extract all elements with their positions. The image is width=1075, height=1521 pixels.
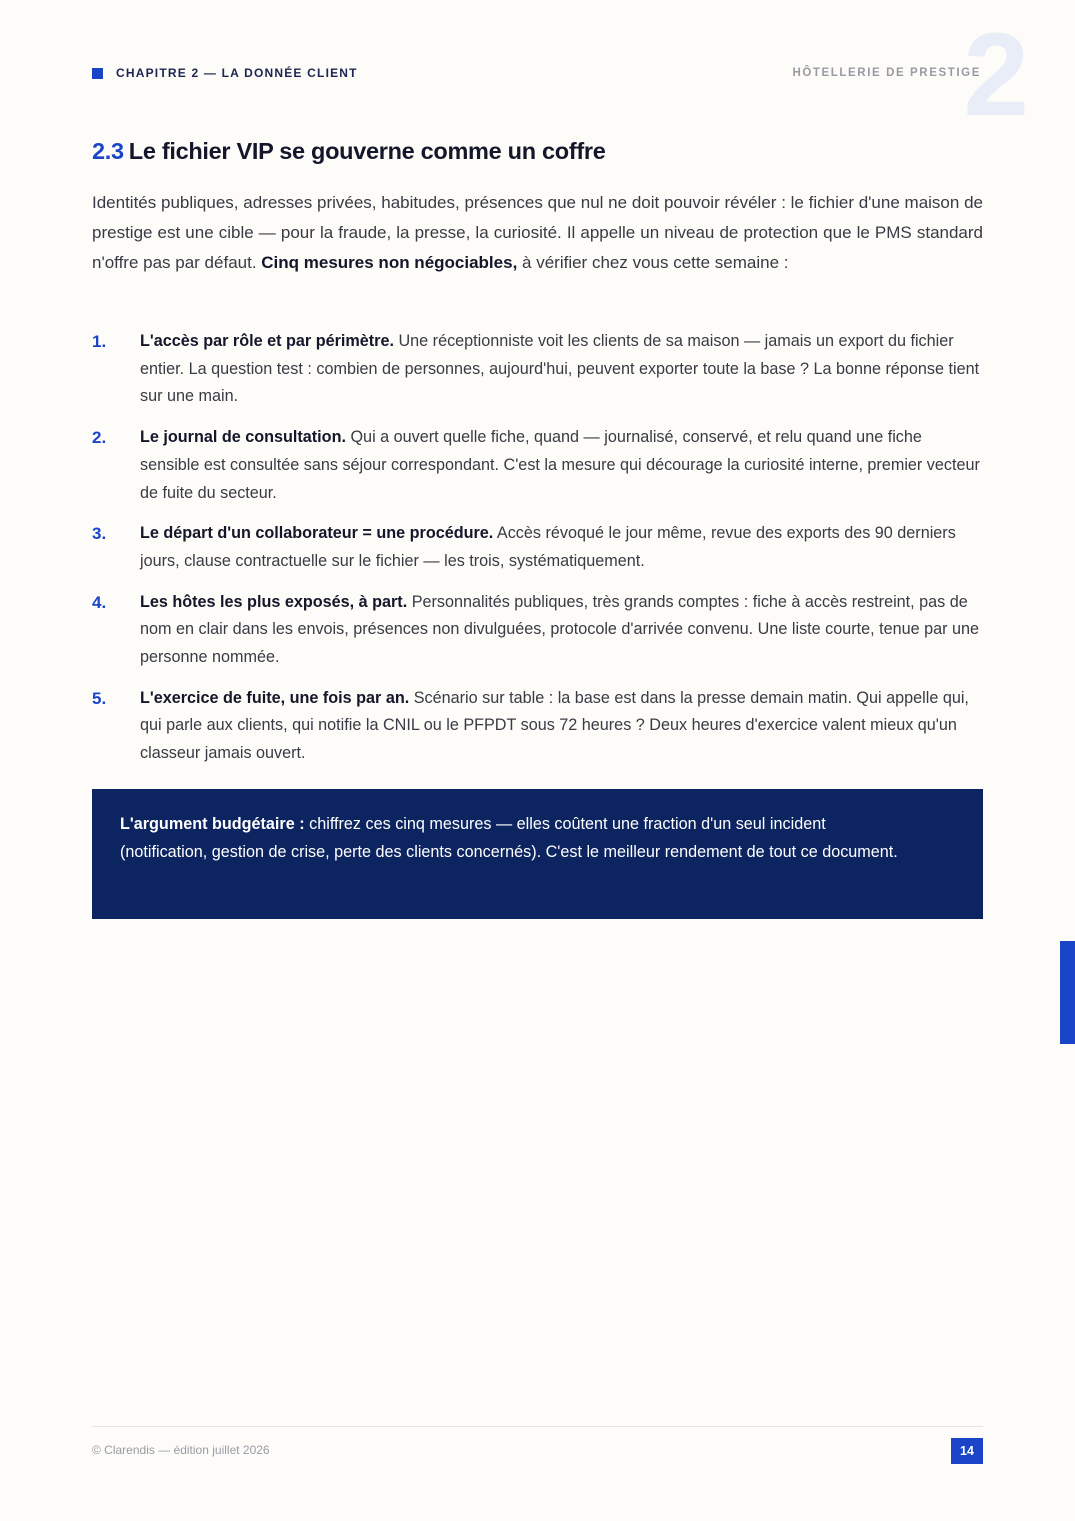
budget-callout-box: [92, 789, 983, 919]
chapter-label: CHAPITRE 2 — LA DONNÉE CLIENT: [116, 66, 358, 80]
list-item-body: Qui a ouvert quelle fiche, quand — journalisé, conservé, et relu quand une fiche sensible est consultée sans séjour correspondant. C'est la mesure qui décourage la curiosité interne, premier vecteur de fuite du secteur.: [140, 428, 980, 502]
list-item-lead: L'accès par rôle et par périmètre.: [140, 332, 394, 350]
chapter-marker-square: [92, 68, 103, 79]
section-title: Le fichier VIP se gouverne comme un coffre: [128, 138, 606, 164]
list-item-text: [140, 685, 983, 768]
list-item-body: Personnalités publiques, très grands comptes : fiche à accès restreint, pas de nom en clair dans les envois, présences non divulguées, protocole d'arrivée convenu. Une liste courte, tenue par une personne nommée.: [140, 592, 980, 667]
list-item-number: 1.: [92, 332, 107, 351]
chapter-side-tab: [1060, 941, 1075, 1044]
list-item-number: 3.: [92, 524, 107, 544]
list-item-text: [140, 328, 983, 411]
footer-divider: [92, 1426, 983, 1427]
page-number-badge: 14: [951, 1438, 983, 1464]
measures-list: [92, 328, 983, 781]
running-header-chapter: [92, 66, 358, 80]
callout-text: [120, 811, 900, 866]
list-item-text: [140, 520, 983, 575]
intro-paragraph: [92, 188, 983, 278]
list-item-body: Accès révoqué le jour même, revue des exports des 90 derniers jours, clause contractuelle sur le fichier — les trois, systématiquement.: [140, 524, 956, 570]
list-item-text: [140, 589, 983, 672]
list-item-number: 5.: [92, 688, 107, 708]
list-item-body: Une réceptionniste voit les clients de sa maison — jamais un export du fichier entier. La question test : combien de personnes, aujourd'hui, peuvent exporter toute la base ? La bonne réponse tient sur une main.: [140, 332, 980, 406]
intro-emphasis: Cinq mesures non négociables,: [261, 253, 518, 272]
list-item: [92, 520, 983, 575]
list-item-text: [140, 424, 983, 507]
list-item-number: 4.: [92, 592, 107, 612]
section-number: 2.3: [92, 138, 124, 164]
list-item-body: Scénario sur table : la base est dans la presse demain matin. Qui appelle qui, qui parle aux clients, qui notifie la CNIL ou le PFPDT sous 72 heures ? Deux heures d'exercice valent mieux qu'un classeur jamais ouvert.: [140, 688, 969, 763]
intro-text-after: à vérifier chez vous cette semaine :: [522, 253, 789, 272]
list-item: [92, 328, 983, 411]
list-item: [92, 685, 983, 768]
list-item-lead: Les hôtes les plus exposés, à part.: [140, 592, 408, 611]
callout-body: chiffrez ces cinq mesures — elles coûtent une fraction d'un seul incident (notification, gestion de crise, perte des clients concernés). C'est le meilleur rendement de tout ce document.: [120, 815, 898, 861]
list-item-number: 2.: [92, 428, 107, 448]
list-item-lead: L'exercice de fuite, une fois par an.: [140, 688, 410, 707]
section-heading: [92, 138, 605, 165]
publication-label: HÔTELLERIE DE PRESTIGE: [792, 67, 981, 79]
list-item-lead: Le journal de consultation.: [140, 428, 346, 447]
intro-text-before: Identités publiques, adresses privées, habitudes, présences que nul ne doit pouvoir révéler : le fichier d'une maison de prestige est une cible — pour la fraude, la presse, la curiosité. Il appelle un niveau de protection que le PMS standard n'offre pas par défaut.: [92, 193, 983, 272]
chapter-digit-watermark: 2: [963, 9, 1029, 141]
list-item-lead: Le départ d'un collaborateur = une procédure.: [140, 524, 494, 543]
callout-lead: L'argument budgétaire :: [120, 815, 305, 833]
footer-copyright: © Clarendis — édition juillet 2026: [92, 1443, 270, 1457]
list-item: [92, 424, 983, 507]
list-item: [92, 589, 983, 672]
